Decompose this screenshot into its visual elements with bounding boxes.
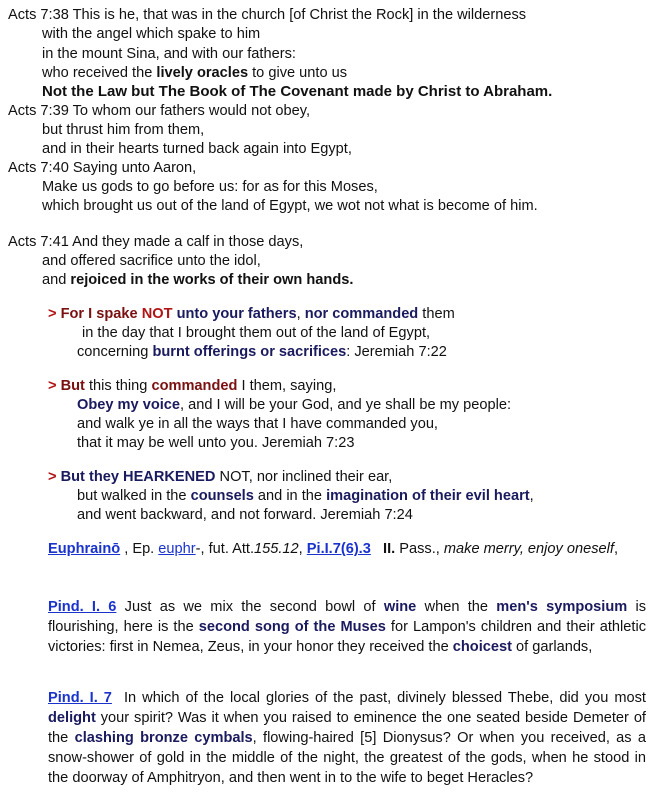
emphasis-text: Obey my voice bbox=[77, 397, 181, 413]
emphasis-text: nor commanded bbox=[304, 306, 419, 322]
verse-ref: Acts 7:38 bbox=[8, 7, 69, 23]
quote-text: your spirit? Was it when you raised to eminence the one seated beside Demeter of the bbox=[48, 710, 646, 746]
verse-text: them bbox=[418, 306, 455, 322]
quote-text: is flourishing, here is the bbox=[48, 599, 647, 635]
verse-line: in the mount Sina, and with our fathers: bbox=[42, 46, 296, 62]
acts-7-38-line bbox=[8, 6, 526, 24]
verse-line bbox=[42, 271, 353, 289]
verse-line bbox=[77, 487, 534, 505]
verse-line: and went backward, and not forward. Jeremiah 7:24 bbox=[77, 507, 413, 523]
lexicon-sense: II. bbox=[383, 541, 396, 557]
emphasis-text: unto your fathers bbox=[176, 306, 297, 322]
emphasis-text: second song of the Muses bbox=[198, 619, 386, 635]
lexicon-word-link[interactable]: Euphrainō bbox=[48, 541, 121, 557]
lexicon-text: , bbox=[298, 541, 307, 557]
lexicon-ref: 155.12 bbox=[254, 541, 299, 557]
acts-7-39-line: Acts 7:39 To whom our fathers would not obey, bbox=[8, 103, 311, 119]
pindar-ref-link[interactable]: Pi.I.7(6).3 bbox=[306, 541, 371, 557]
verse-text: , bbox=[296, 306, 305, 322]
pind-i6-link[interactable]: Pind. I. 6 bbox=[48, 599, 117, 615]
quote-text: In which of the local glories of the past, divinely blessed Thebe, did you most bbox=[111, 690, 650, 706]
quote-text: for Lampon's children and their athletic victories: first in Nemea, Zeus, in your honor they received the bbox=[48, 619, 646, 655]
verse-line: which brought us out of the land of Egypt, we wot not what is become of him. bbox=[42, 198, 538, 214]
emphasis-text: lively oracles bbox=[156, 65, 249, 81]
emphasis-text: men's symposium bbox=[496, 599, 628, 615]
lexicon-text: , bbox=[613, 541, 618, 557]
quote-text: Just as we mix the second bowl of bbox=[116, 599, 384, 615]
jeremiah-7-22-line bbox=[48, 305, 455, 323]
lexicon-entry bbox=[48, 539, 646, 559]
euphr-link[interactable]: euphr bbox=[158, 541, 196, 557]
lexicon-text: Pass., bbox=[395, 541, 444, 557]
emphasis-text: delight bbox=[48, 710, 96, 726]
verse-line: but thrust him from them, bbox=[42, 122, 205, 138]
verse-text: who received the bbox=[42, 65, 157, 81]
verse-line: and offered sacrifice unto the idol, bbox=[42, 253, 261, 269]
verse-text: this thing bbox=[84, 378, 152, 394]
emphasis-text: choicest bbox=[452, 639, 512, 655]
quote-text: when the bbox=[416, 599, 497, 615]
emphasis-text: wine bbox=[383, 599, 417, 615]
verse-line: Make us gods to go before us: for as for this Moses, bbox=[42, 179, 378, 195]
emphasis-text: imagination of their evil heart bbox=[326, 488, 530, 504]
emphasis-text: commanded bbox=[151, 378, 238, 394]
acts-7-40-line: Acts 7:40 Saying unto Aaron, bbox=[8, 160, 197, 176]
emphasis-text: counsels bbox=[190, 488, 254, 504]
verse-line bbox=[42, 64, 347, 82]
verse-line: with the angel which spake to him bbox=[42, 26, 261, 42]
emphasis-text: clashing bronze cymbals bbox=[74, 730, 253, 746]
acts-7-41-line: Acts 7:41 And they made a calf in those days, bbox=[8, 234, 304, 250]
quote-text: of garlands, bbox=[511, 639, 593, 655]
verse-line: in the day that I brought them out of the land of Egypt, bbox=[82, 325, 431, 341]
quote-text: , flowing-haired [5] Dionysus? Or when you received, as a snow-shower of gold in the middle of the night, the greatest of the gods, when he stood in the doorway of Amphitryon, and then went in to the wife to beget Heracles? bbox=[48, 730, 647, 786]
emphasis-text: NOT bbox=[141, 306, 173, 322]
verse-text: , and I will be your God, and ye shall be my people: bbox=[180, 397, 512, 413]
marker-icon: > bbox=[48, 378, 57, 394]
emphasis-text: burnt offerings or sacrifices bbox=[152, 344, 347, 360]
verse-line bbox=[77, 343, 447, 361]
pindar-isthmian-7-paragraph bbox=[48, 688, 650, 788]
verse-text: This is he, that was in the church [of Christ the Rock] in the wilderness bbox=[68, 7, 527, 23]
verse-line: and in their hearts turned back again into Egypt, bbox=[42, 141, 352, 157]
emphasis-text: But they HEARKENED bbox=[60, 469, 216, 485]
jeremiah-7-24-line bbox=[48, 468, 392, 486]
verse-text: I them, saying, bbox=[237, 378, 337, 394]
verse-text: : Jeremiah 7:22 bbox=[346, 344, 447, 360]
verse-line: that it may be well unto you. Jeremiah 7:23 bbox=[77, 435, 355, 451]
lexicon-definition: make merry, enjoy oneself bbox=[443, 541, 614, 557]
pind-i7-link[interactable]: Pind. I. 7 bbox=[48, 690, 112, 706]
pindar-isthmian-6-paragraph bbox=[48, 597, 646, 657]
lexicon-text: -, fut. Att. bbox=[195, 541, 255, 557]
verse-text: and bbox=[42, 272, 71, 288]
jeremiah-7-23-line bbox=[48, 377, 336, 395]
verse-text: but walked in the bbox=[77, 488, 191, 504]
verse-text: , bbox=[529, 488, 534, 504]
lexicon-text bbox=[371, 541, 383, 557]
emphasis-text: But bbox=[60, 378, 85, 394]
marker-icon: > bbox=[48, 306, 57, 322]
verse-text: to give unto us bbox=[248, 65, 348, 81]
lexicon-text: , Ep. bbox=[120, 541, 159, 557]
emphasis-text: rejoiced in the works of their own hands. bbox=[70, 272, 354, 288]
marker-icon: > bbox=[48, 469, 57, 485]
commentary-line: Not the Law but The Book of The Covenant made by Christ to Abraham. bbox=[42, 83, 553, 100]
verse-text: and in the bbox=[253, 488, 327, 504]
verse-text: concerning bbox=[77, 344, 153, 360]
verse-text: NOT, nor inclined their ear, bbox=[215, 469, 393, 485]
verse-line bbox=[77, 396, 511, 414]
emphasis-text: For I spake bbox=[60, 306, 138, 322]
verse-line: and walk ye in all the ways that I have commanded you, bbox=[77, 416, 438, 432]
